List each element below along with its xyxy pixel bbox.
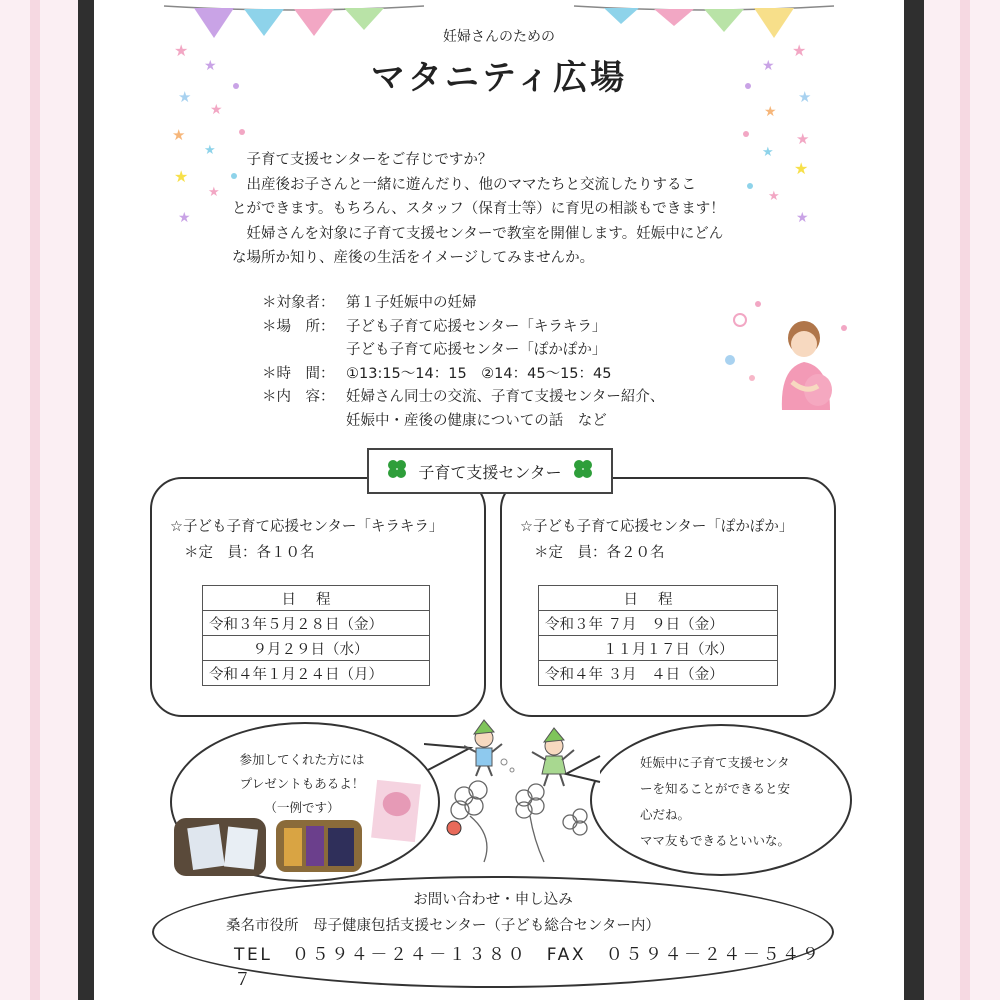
detail-row — [262, 339, 762, 363]
svg-text:★: ★ — [762, 58, 775, 74]
center-box-kirakira — [150, 477, 486, 717]
svg-text:★: ★ — [178, 210, 191, 226]
bubble-line: プレゼントもあるよ！ — [239, 776, 365, 791]
intro-line: 出産後お子さんと一緒に遊んだり、他のママたちと交流したりするこ — [232, 176, 696, 193]
svg-text:★: ★ — [768, 189, 780, 204]
detail-label: ＊内 容： — [262, 389, 335, 405]
detail-value: 妊娠中・産後の健康についての話 など — [346, 412, 607, 429]
bubble-line: ママ友もできるといいな。 — [640, 833, 791, 848]
bubble-line: 妊娠中に子育て支援センタ — [640, 755, 790, 770]
intro-text — [232, 148, 792, 271]
contact-title: お問い合わせ・申し込み — [413, 892, 573, 908]
svg-text:★: ★ — [798, 88, 812, 106]
schedule-table — [202, 585, 430, 686]
bubble-line: 参加してくれた方には — [239, 752, 365, 767]
svg-text:★: ★ — [178, 88, 192, 106]
schedule-table — [538, 585, 778, 686]
svg-text:★: ★ — [210, 102, 223, 118]
detail-value: ①13:15～14：15 ②14：45～15：45 — [346, 365, 612, 382]
gift-photo — [276, 820, 362, 872]
bubble-line: ーを知ることができると安 — [640, 781, 791, 796]
center-capacity: ＊定 員：各１０名 — [184, 545, 315, 561]
flyer-page — [94, 0, 904, 1000]
detail-value: 子ども子育て応援センター「キラキラ」 — [346, 318, 607, 335]
center-name: ☆子ども子育て応援センター「ぽかぽか」 — [520, 519, 794, 535]
contact-info — [152, 876, 834, 988]
detail-row — [262, 292, 762, 316]
schedule-header: 日程 — [539, 586, 778, 611]
schedule-date: 令和４年 ３月 ４日（金） — [539, 661, 778, 686]
support-center-heading — [367, 448, 613, 494]
svg-text:★: ★ — [794, 159, 809, 178]
svg-text:★: ★ — [172, 126, 186, 144]
page-side-strip — [960, 0, 970, 1000]
gift-photo — [174, 818, 266, 876]
detail-row — [262, 363, 762, 387]
event-details — [262, 292, 762, 433]
svg-text:★: ★ — [792, 41, 807, 60]
center-capacity: ＊定 員：各２０名 — [534, 545, 665, 561]
bubble-right-text — [640, 750, 840, 854]
page-side-strip — [30, 0, 40, 1000]
clover-icon — [386, 458, 408, 484]
svg-text:★: ★ — [204, 58, 217, 74]
svg-text:★: ★ — [174, 41, 189, 60]
svg-text:★: ★ — [796, 210, 809, 226]
schedule-date: １１月１７日（水） — [539, 636, 778, 661]
detail-label — [262, 339, 346, 363]
intro-line: 子育て支援センターをご存じですか？ — [232, 152, 493, 168]
detail-row — [262, 410, 762, 434]
clover-icon — [572, 458, 594, 484]
bubble-line: （一例です） — [264, 800, 340, 815]
svg-text:★: ★ — [796, 130, 810, 148]
schedule-date: 令和３年５月２８日（金） — [203, 611, 430, 636]
support-center-heading-text: 子育て支援センター — [418, 462, 562, 482]
intro-line: な場所か知り、産後の生活をイメージしてみませんか。 — [232, 250, 595, 266]
svg-text:★: ★ — [204, 143, 216, 158]
schedule-header: 日程 — [203, 586, 430, 611]
detail-label: ＊場 所： — [262, 318, 335, 335]
schedule-date: ９月２９日（水） — [203, 636, 430, 661]
detail-value: 子ども子育て応援センター「ぽかぽか」 — [346, 342, 607, 358]
svg-text:★: ★ — [764, 104, 777, 120]
pregnant-woman-illustration — [722, 290, 852, 420]
svg-text:★: ★ — [208, 185, 220, 200]
schedule-date: 令和３年 ７月 ９日（金） — [539, 611, 778, 636]
center-name: ☆子ども子育て応援センター「キラキラ」 — [170, 519, 444, 535]
detail-row — [262, 386, 762, 410]
intro-line: 妊婦さんを対象に子育て支援センターで教室を開催します。妊娠中にどん — [232, 225, 724, 242]
detail-value: 第１子妊娠中の妊婦 — [346, 295, 477, 311]
bubble-line: 心だね。 — [640, 807, 691, 822]
flyer-title: マタニティ広場 — [370, 58, 628, 98]
bubble-tail — [564, 752, 604, 792]
schedule-date: 令和４年１月２４日（月） — [203, 661, 430, 686]
detail-label — [262, 410, 346, 434]
svg-text:★: ★ — [762, 145, 774, 160]
center-box-pokapoka — [500, 477, 836, 717]
detail-row — [262, 316, 762, 340]
detail-value: 妊婦さん同士の交流、子育て支援センター紹介、 — [346, 389, 665, 405]
detail-label: ＊対象者： — [262, 295, 335, 311]
intro-line: とができます。もちろん、スタッフ（保育士等）に育児の相談もできます！ — [232, 201, 725, 217]
contact-phone-fax: TEL ０５９４－２４－１３８０ FAX ０５９４－２４－５４９７ — [234, 945, 822, 990]
flyer-subtitle: 妊婦さんのための — [443, 29, 555, 45]
contact-office: 桑名市役所 母子健康包括支援センター（子ども総合センター内） — [226, 918, 660, 934]
gift-photo — [371, 780, 421, 842]
detail-label: ＊時 間： — [262, 365, 335, 382]
svg-text:★: ★ — [174, 167, 189, 186]
